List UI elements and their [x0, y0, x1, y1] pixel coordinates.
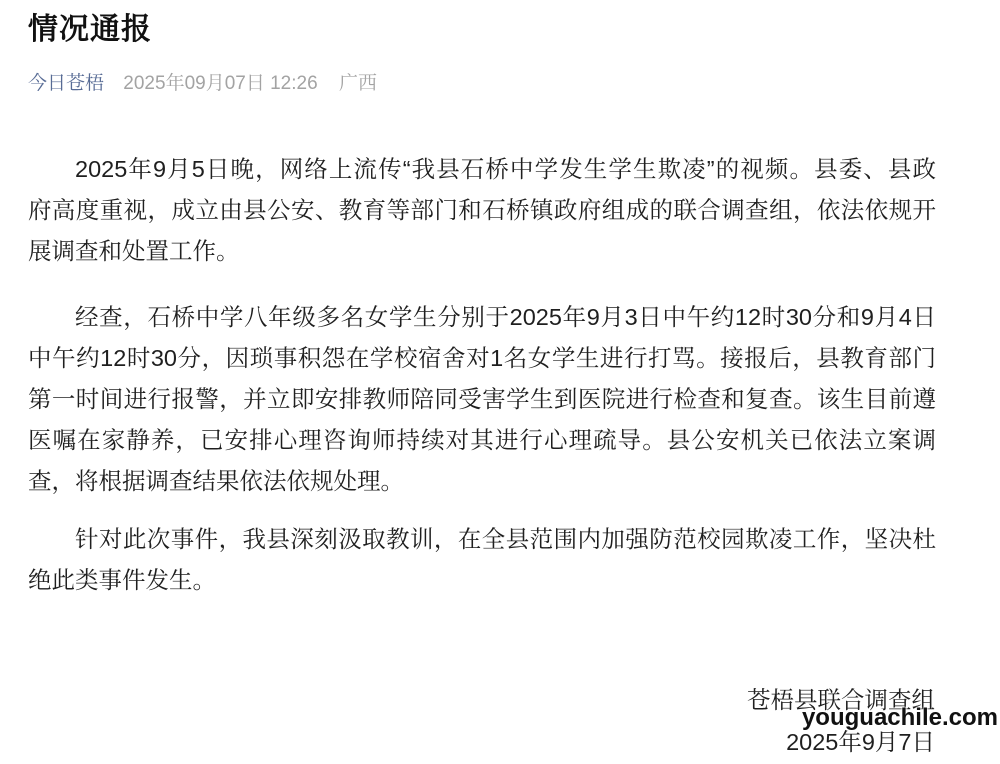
paragraph-line: 查，将根据调查结果依法依规处理。 [28, 468, 404, 494]
paragraph-line: 展调查和处置工作。 [28, 238, 240, 264]
account-name-link[interactable]: 今日苍梧 [28, 73, 105, 94]
paragraph-line: 医嘱在家静养，已安排心理咨询师持续对其进行心理疏导。县公安机关已依法立案调 [28, 427, 936, 453]
signature-date: 2025年9月7日 [786, 729, 935, 755]
paragraph-line: 2025年9月5日晚，网络上流传“我县石桥中学发生学生欺凌”的视频。县委、县政 [75, 156, 936, 182]
article-meta [28, 72, 377, 96]
paragraph-line: 经查，石桥中学八年级多名女学生分别于2025年9月3日中午约12时30分和9月4日 [75, 304, 936, 330]
publish-region: 广西 [338, 73, 377, 94]
paragraph-line: 针对此次事件，我县深刻汲取教训，在全县范围内加强防范校园欺凌工作，坚决杜 [75, 526, 936, 552]
paragraph-line: 中午约12时30分，因琐事积怨在学校宿舍对1名女学生进行打骂。接报后，县教育部门 [28, 345, 936, 371]
paragraph-line: 府高度重视，成立由县公安、教育等部门和石桥镇政府组成的联合调查组，依法依规开 [28, 197, 936, 223]
paragraph-3 [28, 519, 936, 601]
signature-organization: 苍梧县联合调查组 [747, 687, 935, 713]
paragraph-1 [28, 149, 936, 272]
publish-datetime: 2025年09月07日 12:26 [123, 73, 318, 94]
paragraph-line: 第一时间进行报警，并立即安排教师陪同受害学生到医院进行检查和复查。该生目前遵 [28, 386, 936, 412]
article-title: 情况通报 [28, 13, 152, 46]
paragraph-line: 绝此类事件发生。 [28, 567, 216, 593]
paragraph-2 [28, 297, 936, 502]
watermark: youguachile.com [801, 704, 998, 731]
